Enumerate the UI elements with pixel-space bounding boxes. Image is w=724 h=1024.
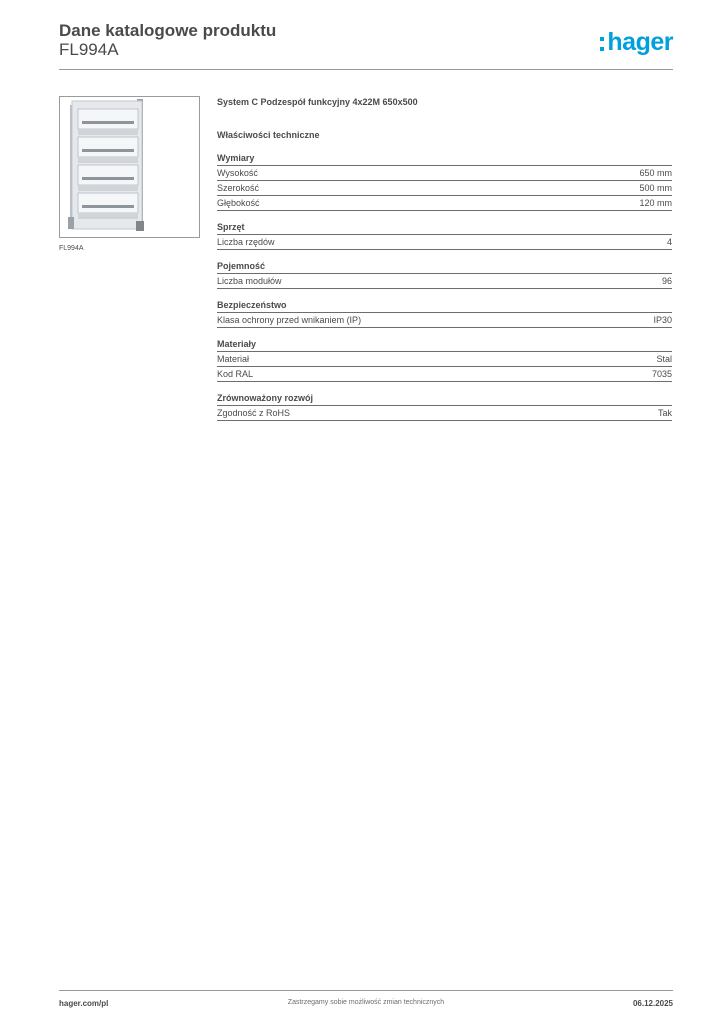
footer-disclaimer: Zastrzegamy sobie możliwość zmian technicznych bbox=[287, 999, 445, 1006]
spec-row bbox=[217, 166, 672, 181]
spec-label: Liczba rzędów bbox=[217, 237, 275, 247]
photo-caption: FL994A bbox=[59, 245, 84, 252]
spec-label: Klasa ochrony przed wnikaniem (IP) bbox=[217, 315, 362, 325]
section-safety bbox=[217, 298, 672, 328]
section-title: Sprzęt bbox=[217, 220, 672, 235]
spec-row bbox=[217, 274, 672, 289]
spec-value: 4 bbox=[666, 237, 672, 247]
spec-row bbox=[217, 196, 672, 211]
spec-label: Kod RAL bbox=[217, 369, 254, 379]
spec-value: Tak bbox=[657, 408, 672, 418]
spec-label: Wysokość bbox=[217, 168, 258, 178]
page-title: Dane katalogowe produktu bbox=[59, 21, 277, 40]
hager-logo[interactable] bbox=[600, 27, 673, 57]
spec-value: 120 mm bbox=[639, 198, 672, 208]
footer-date: 06.12.2025 bbox=[632, 999, 673, 1008]
product-photo-icon bbox=[60, 97, 199, 237]
section-sustainability bbox=[217, 391, 672, 421]
section-title: Materiały bbox=[217, 337, 672, 352]
section-dimensions bbox=[217, 151, 672, 211]
footer-website-link[interactable]: hager.com/pl bbox=[59, 999, 109, 1008]
spec-row bbox=[217, 313, 672, 328]
section-equipment bbox=[217, 220, 672, 250]
tech-properties-title: Właściwości techniczne bbox=[217, 130, 320, 140]
spec-value: 650 mm bbox=[639, 168, 672, 178]
section-title: Pojemność bbox=[217, 259, 672, 274]
product-photo bbox=[59, 96, 200, 238]
product-name: System C Podzespół funkcyjny 4x22M 650x500 bbox=[217, 97, 418, 107]
section-title: Zrównoważony rozwój bbox=[217, 391, 672, 406]
spec-value: 96 bbox=[661, 276, 672, 286]
spec-row bbox=[217, 367, 672, 382]
spec-value: 500 mm bbox=[639, 183, 672, 193]
spec-label: Zgodność z RoHS bbox=[217, 408, 291, 418]
spec-value: IP30 bbox=[653, 315, 672, 325]
spec-row bbox=[217, 352, 672, 367]
section-title: Wymiary bbox=[217, 151, 672, 166]
logo-text: hager bbox=[607, 27, 673, 56]
page-header bbox=[59, 21, 673, 70]
spec-label: Liczba modułów bbox=[217, 276, 282, 286]
spec-label: Materiał bbox=[217, 354, 250, 364]
spec-row bbox=[217, 181, 672, 196]
spec-value: Stal bbox=[656, 354, 672, 364]
page-footer bbox=[59, 990, 673, 1015]
spec-row bbox=[217, 235, 672, 250]
section-capacity bbox=[217, 259, 672, 289]
spec-label: Głębokość bbox=[217, 198, 260, 208]
section-title: Bezpieczeństwo bbox=[217, 298, 672, 313]
product-details bbox=[217, 97, 672, 421]
section-materials bbox=[217, 337, 672, 382]
logo-colon-icon bbox=[600, 37, 604, 51]
spec-value: 7035 bbox=[651, 369, 672, 379]
spec-label: Szerokość bbox=[217, 183, 260, 193]
product-code: FL994A bbox=[59, 40, 119, 59]
spec-row bbox=[217, 406, 672, 421]
